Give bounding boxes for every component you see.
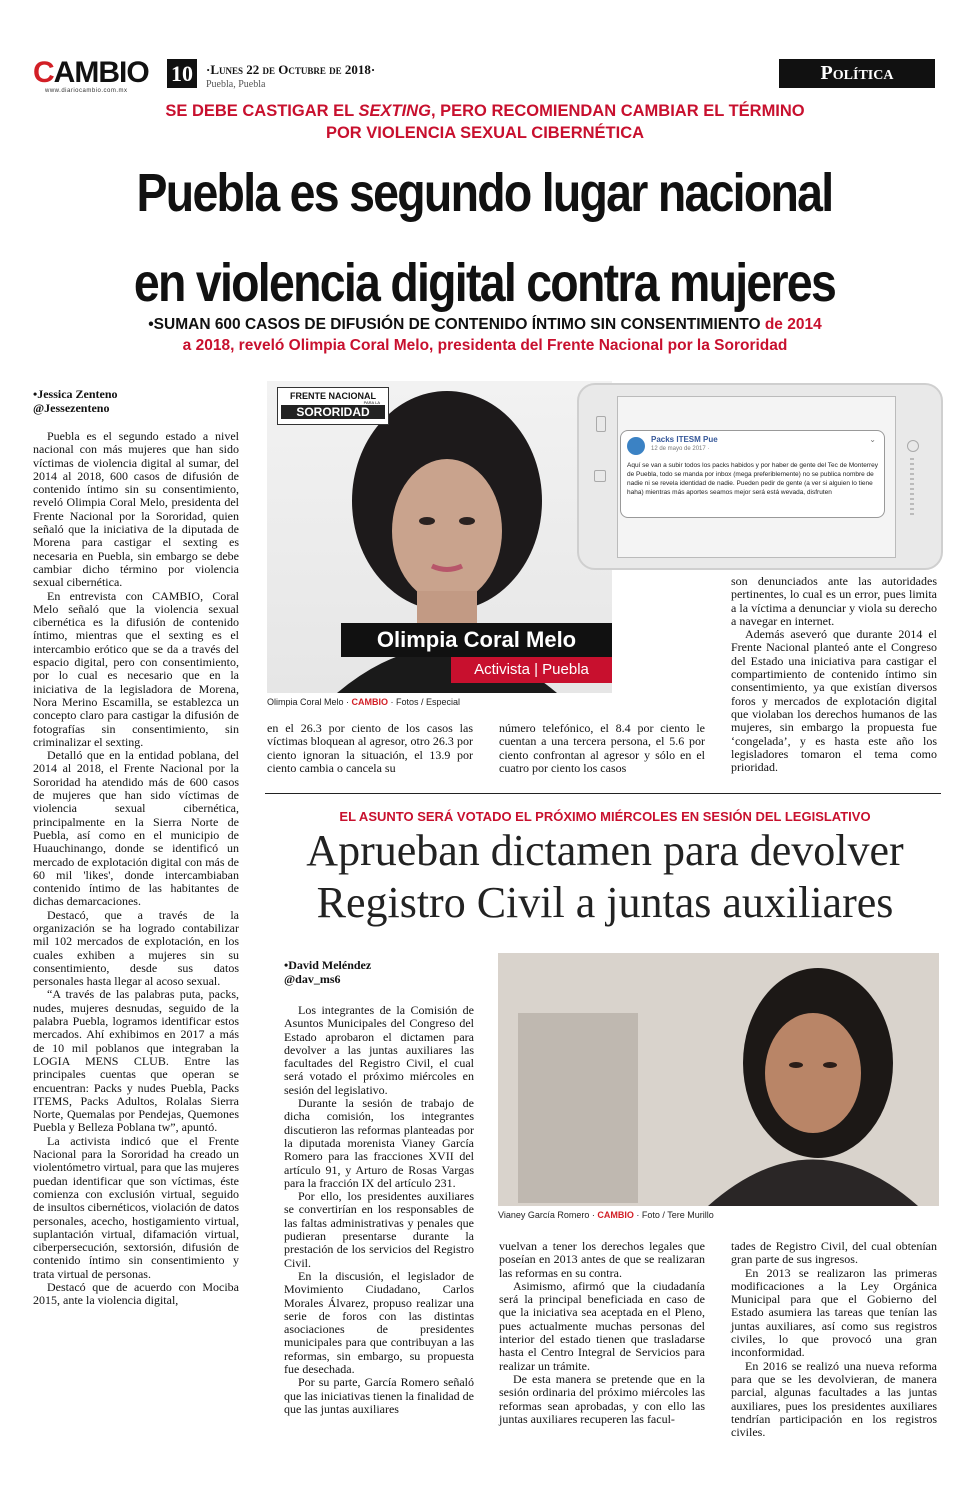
- story1-headline: [76, 148, 892, 328]
- paragraph: En 2016 se realizó una nueva reforma para que se les devolvieran, de manera parcial, algunas facultades a las juntas auxiliares, pues los presidentes auxiliares tendrían participación en los registros civiles.: [731, 1358, 937, 1440]
- cambio-logo: CAMBIO: [33, 56, 149, 89]
- author-name: •Jessica Zenteno: [33, 387, 118, 401]
- paragraph: La activista indicó que el Frente Nacional para la Sororidad ha creado un violentómetro virtual, para que las mujeres puedan identificar que son víctimas, éste comienza con exclusión virtual, seguido de insultos cibernéticos, violación de datos personales, acecho, hostigamiento virtual, suplantación virtual, difamación virtual, ciberpersecución, sextorsión, difusión de contenido íntimo sin consentimiento y trata virtual de personas.: [33, 1133, 239, 1281]
- story1-column-4: [731, 575, 937, 774]
- account-avatar: [627, 437, 645, 455]
- story2-column-2: [499, 1240, 705, 1426]
- facebook-post: [620, 430, 885, 518]
- deck-text-red: de 2014: [764, 316, 822, 333]
- caption-logo: CAMBIO: [597, 1210, 634, 1220]
- photo1-caption: [267, 697, 460, 707]
- paragraph: Durante la sesión de trabajo de dicha comisión, los integrantes discutieron las reformas planteadas por la diputada morenista Vianey García Romero para las fracciones XVII del artículo 91, y Arturo de Rosas Vargas para la fracción IX del artículo 231.: [284, 1096, 474, 1190]
- logo-rest: AMBIO: [53, 56, 149, 89]
- paragraph: Detalló que en la entidad poblana, del 2014 al 2018, el Frente Nacional por la Sororidad ha atendido más de 600 casos de mujeres que han sido víctimas de violencia sexual cibernética, principalmente en la Sierra Norte de Puebla, así como en el municipio de Huauchinango, donde se identificó un mercado de explotación digital con más de 60 mil 'likes', donde intercambiaban contenido íntimo de las habitantes de dichas demarcaciones.: [33, 748, 239, 909]
- caption-credit: · Fotos / Especial: [388, 697, 461, 707]
- headline-line2: en violencia digital contra mujeres: [133, 253, 836, 313]
- paragraph: Por ello, los presidentes auxiliares se convertirían en los responsables de las faltas administrativas y penales que pudieran presentarse durante la prestación de los servicios del Registro Civil.: [284, 1189, 474, 1270]
- caption-credit: · Foto / Tere Murillo: [633, 1210, 714, 1220]
- author-handle: @Jessezenteno: [33, 401, 110, 415]
- paragraph: Puebla es el segundo estado a nivel nacional con más mujeres que han sido víctimas de violencia digital al sumar, del 2014 al 2018, 600 casos de difusión de contenido íntimo sin su consentimiento, reveló Olimpia Coral Melo, presidenta del Frente Nacional por la Sororidad, quien señaló que la iniciativa de la diputada de Morena para castigar el sexting es necesaria en Puebla, sin embargo se debe cambiar dicho término por violencia sexual cibernética.: [33, 429, 239, 590]
- kicker-text-em: SEXTING: [358, 102, 431, 120]
- story1-column-2: [267, 722, 473, 775]
- story2-headline: [270, 825, 940, 929]
- deck-text-a: •SUMAN 600 CASOS DE DIFUSIÓN DE CONTENIDO ÍNTIMO SIN CONSENTIMIENTO: [148, 316, 765, 333]
- phone-camera-icon: [596, 416, 606, 432]
- paragraph: número telefónico, el 8.4 por ciento le cuentan a una tercera persona, el 5.6 por ciento confrontan al agresor y sólo en el cuatro por ciento los casos: [499, 721, 705, 775]
- logo-line-small: PARA LA: [363, 400, 380, 405]
- story2-kicker: EL ASUNTO SERÁ VOTADO EL PRÓXIMO MIÉRCOLES EN SESIÓN DEL LEGISLATIVO: [339, 809, 871, 824]
- caption-text: Vianey García Romero ·: [498, 1210, 598, 1220]
- post-text: Aquí se van a subir todos los packs habidos y por haber de gente del Tec de Monterrey de Puebla, todo se manda por inbox (mega preferiblemente) no se publica nombre de nadie ni se revela identidad de nadie. Pueden pedir de gente (a ver si alguien lo tiene haha) mientras más aportes seamos mejor será está wevada, disfruten: [627, 462, 879, 496]
- paragraph: vuelvan a tener los derechos legales que poseían en 2013 antes de que se realizaran las reformas en su contra.: [499, 1239, 705, 1280]
- deck-text-b: a 2018, reveló Olimpia Coral Melo, presidenta del Frente Nacional por la Sororidad: [182, 337, 788, 354]
- paragraph: tades de Registro Civil, del cual obtenían gran parte de sus ingresos.: [731, 1239, 937, 1267]
- paragraph: Además aseveró que durante 2014 el Frente Nacional planteó ante el Congreso del Estado una iniciativa para castigar el compartimiento de contenido íntimo sin consentimiento, ya que existían diversos foros y mercados de explotación digital que violaban los derechos humanos de las mujeres, sin embargo la propuesta fue ‘congelada’, y es hasta este año los legisladores tomaron el tema como prioridad.: [731, 627, 937, 775]
- paragraph: En la discusión, el legislador de Movimiento Ciudadano, Carlos Morales Álvarez, propuso realizar una serie de foros con las distintas asociaciones de presidentes municipales para que contribuyan a las reformas, sin embargo, su propuesta fue desechada.: [284, 1268, 474, 1377]
- story-divider: [265, 793, 941, 794]
- issue-place: Puebla, Puebla: [206, 79, 266, 90]
- phone-speaker-icon: [910, 458, 914, 518]
- story1-column-1: [33, 430, 239, 1308]
- photo2-caption: [498, 1210, 714, 1220]
- paragraph: En 2013 se realizaron las primeras modificaciones a la Ley Orgánica Municipal para que el Gobierno del Estado asumiera las tareas que tenían las juntas auxiliares, así como sus registros civiles, lo que provocó una gran inconformidad.: [731, 1265, 937, 1360]
- name-banner: Olimpia Coral Melo: [341, 623, 612, 657]
- author-name: •David Meléndez: [284, 958, 372, 972]
- headline-line2: Registro Civil a juntas auxiliares: [316, 878, 894, 927]
- caption-text: Olimpia Coral Melo ·: [267, 697, 352, 707]
- paragraph: “A través de las palabras puta, packs, nudes, mujeres desnudas, seguido de la palabra Puebla, logramos identificar estos mercados. Ahí exhibimos en 2017 a más de 10 mil poblanos que integraban la LOGIA MENS CLUB. Entre las principales cuentas que operan se encuentran: Packs y nudes Puebla, Packs ITEMS, Packs Adultos, Rolalas Sierra Norte, Quemalas por Pendejas, Quemones Puebla y Belleza Poblana tw”, apuntó.: [33, 987, 239, 1135]
- paragraph: son denunciados ante las autoridades pertinentes, lo cual es un error, pues limita a la víctima a denunciar y viola su derecho a navegar en internet.: [731, 574, 937, 628]
- paragraph: Destacó que de acuerdo con Mociba 2015, ante la violencia digital,: [33, 1280, 239, 1308]
- paragraph: Destacó, que a través de la organización se ha logrado contabilizar mil 102 mercados de explotación, en los cuales exhiben a mujeres sin su consentimiento, desde sus datos personales hasta llegar al acoso sexual.: [33, 907, 239, 989]
- paragraph: Los integrantes de la Comisión de Asuntos Municipales del Congreso del Estado aprobaron el dictamen para devolver a las juntas auxiliares las facultades del Registro Civil, el cual será votado el próximo miércoles en sesión del legislativo.: [284, 1003, 474, 1097]
- logo-line2: SORORIDAD: [281, 405, 385, 419]
- author-handle: @dav_ms6: [284, 972, 341, 986]
- page-number: 10: [167, 59, 197, 88]
- caption-logo: CAMBIO: [351, 697, 389, 707]
- story1-deck: [80, 314, 890, 356]
- role-banner: Activista | Puebla: [451, 657, 612, 683]
- post-date: 12 de mayo de 2017 ·: [651, 446, 710, 452]
- story1-kicker: [60, 100, 910, 144]
- post-account: Packs ITESM Pue: [651, 435, 718, 444]
- paragraph: Por su parte, García Romero señaló que las iniciativas tienen la finalidad de que las juntas auxiliares: [284, 1375, 474, 1416]
- headline-line1: Puebla es segundo lugar nacional: [136, 163, 833, 223]
- portrait-illustration: [498, 953, 939, 1206]
- paragraph: De esta manera se pretende que en la sesión ordinaria del próximo miércoles las reformas sean aprobadas, y con ello las juntas auxiliares recuperen las facul-: [499, 1371, 705, 1426]
- story2-byline: [284, 958, 371, 986]
- paragraph: Asimismo, afirmó que la ciudadanía será la principal beneficiada en caso de que la iniciativa sea aceptada en el Pleno, pues actualmente muchas personas del interior del estado tienen que trasladarse hasta el Centro Integral de Servicios para realizar un trámite.: [499, 1278, 705, 1373]
- sororidad-logo: [277, 387, 389, 425]
- post-menu-icon: ⌄: [869, 435, 876, 444]
- story1-column-3: [499, 722, 705, 775]
- paragraph: En entrevista con CAMBIO, Coral Melo señaló que la violencia sexual cibernética es la difusión de contenido íntimo, mientras que el sexting es el intercambio erótico que se da a través del espacio digital, pero con consentimiento, por lo cual es necesario que en la iniciativa de la legisladora de Morena, Nora Merino Escamilla, se establezca un concepto claro para castigar la difusión de fotografías sin consentimiento, sin criminalizar el sexting.: [33, 588, 239, 749]
- story1-byline: [33, 387, 118, 415]
- olimpia-photo: [267, 381, 612, 693]
- logo-line1: FRENTE NACIONAL: [290, 391, 376, 401]
- section-label: Política: [779, 59, 935, 88]
- phone-button-icon: [594, 470, 606, 482]
- kicker-text-a: SE DEBE CASTIGAR EL: [165, 102, 359, 120]
- headline-line1: Aprueban dictamen para devolver: [306, 826, 904, 875]
- kicker-text-b: , PERO RECOMIENDAN CAMBIAR EL TÉRMINO: [430, 102, 805, 120]
- paragraph: en el 26.3 por ciento de los casos las víctimas bloquean al agresor, otro 26.3 por ciento ignoran la situación, el 13.9 por ciento cambia o cancela su: [267, 721, 473, 775]
- phone-sensor-icon: [907, 440, 919, 452]
- vianey-photo: [498, 953, 939, 1206]
- kicker-text-line2: POR VIOLENCIA SEXUAL CIBERNÉTICA: [325, 124, 645, 142]
- story2-column-3: [731, 1240, 937, 1439]
- issue-date: ·Lunes 22 de Octubre de 2018·: [206, 62, 376, 77]
- logo-url: www.diariocambio.com.mx: [45, 88, 128, 94]
- story2-column-1: [284, 1004, 474, 1416]
